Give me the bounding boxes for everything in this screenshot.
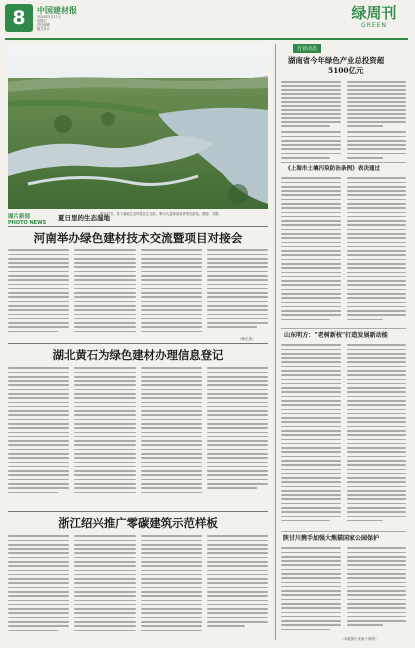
header-rule — [5, 38, 408, 40]
masthead-info — [37, 15, 61, 31]
right-story2-body — [281, 176, 406, 326]
photo-title: 夏日里的生态湿地 — [58, 214, 110, 222]
masthead-title: 中国建材报 — [37, 5, 77, 15]
main-rule-3 — [8, 511, 268, 512]
photo-tag-en: PHOTO NEWS — [8, 220, 47, 226]
right-rule-2 — [281, 328, 406, 329]
main-story2-title: 湖北黄石为绿色建材办理信息登记 — [52, 348, 224, 362]
main-story3-body — [8, 534, 268, 640]
main-story2-body — [8, 366, 268, 506]
main-rule-2 — [8, 343, 268, 344]
page-number-badge — [5, 4, 33, 32]
info-line: 星期五 — [37, 19, 47, 24]
section-badge — [340, 4, 408, 34]
main-story1-byline: （韩记者） — [238, 337, 256, 341]
industry-news-tag: 行业动态 — [293, 44, 321, 53]
right-story1-body-cont — [281, 130, 406, 160]
photo-tag-cn: 图片新闻 — [8, 214, 31, 220]
right-story3-title: 山东明方："老树新枝"打造发展新动能 — [284, 332, 388, 339]
right-story1-title-line2: 5100亿元 — [328, 66, 364, 75]
right-story1-title-line1: 湖南省今年绿色产业总投资超 — [288, 56, 385, 65]
main-story3-title: 浙江绍兴推广零碳建筑示范样板 — [58, 516, 218, 530]
wetland-photo — [8, 44, 268, 209]
right-column-divider — [275, 44, 276, 640]
right-story2-title: 《上海市土壤污染防治条例》表决通过 — [285, 166, 381, 172]
section-title-cn: 绿周刊 — [351, 4, 397, 22]
right-story1-title — [288, 56, 384, 76]
info-line: 2024年5月17日 — [37, 15, 61, 19]
main-rule-1 — [8, 226, 268, 227]
info-line: 责任编辑 — [37, 23, 50, 28]
page-number: 8 — [12, 7, 26, 29]
wetland-photo-image — [8, 44, 268, 209]
right-rule-1 — [281, 162, 406, 163]
main-story1-title: 河南举办绿色建材技术交流暨项目对接会 — [33, 231, 243, 245]
right-story1-body — [281, 80, 406, 128]
section-title-en: GREEN — [361, 22, 387, 29]
main-story1-body — [8, 248, 268, 338]
right-story4-body — [281, 546, 406, 634]
image-source-note: （本版图片来源于网络） — [340, 637, 379, 641]
right-rule-3 — [281, 531, 406, 532]
right-story4-title: 陕甘川携手加强大熊猫国家公园保护 — [283, 535, 380, 542]
photo-caption: 夏日时节，各个湿地生态风景区生态好，吸引大量游客前来观光游览。摄影：刘振 — [100, 212, 219, 216]
right-story3-body — [281, 343, 406, 529]
info-line: 版式设计 — [37, 27, 50, 32]
photo-news-tag — [8, 212, 52, 226]
